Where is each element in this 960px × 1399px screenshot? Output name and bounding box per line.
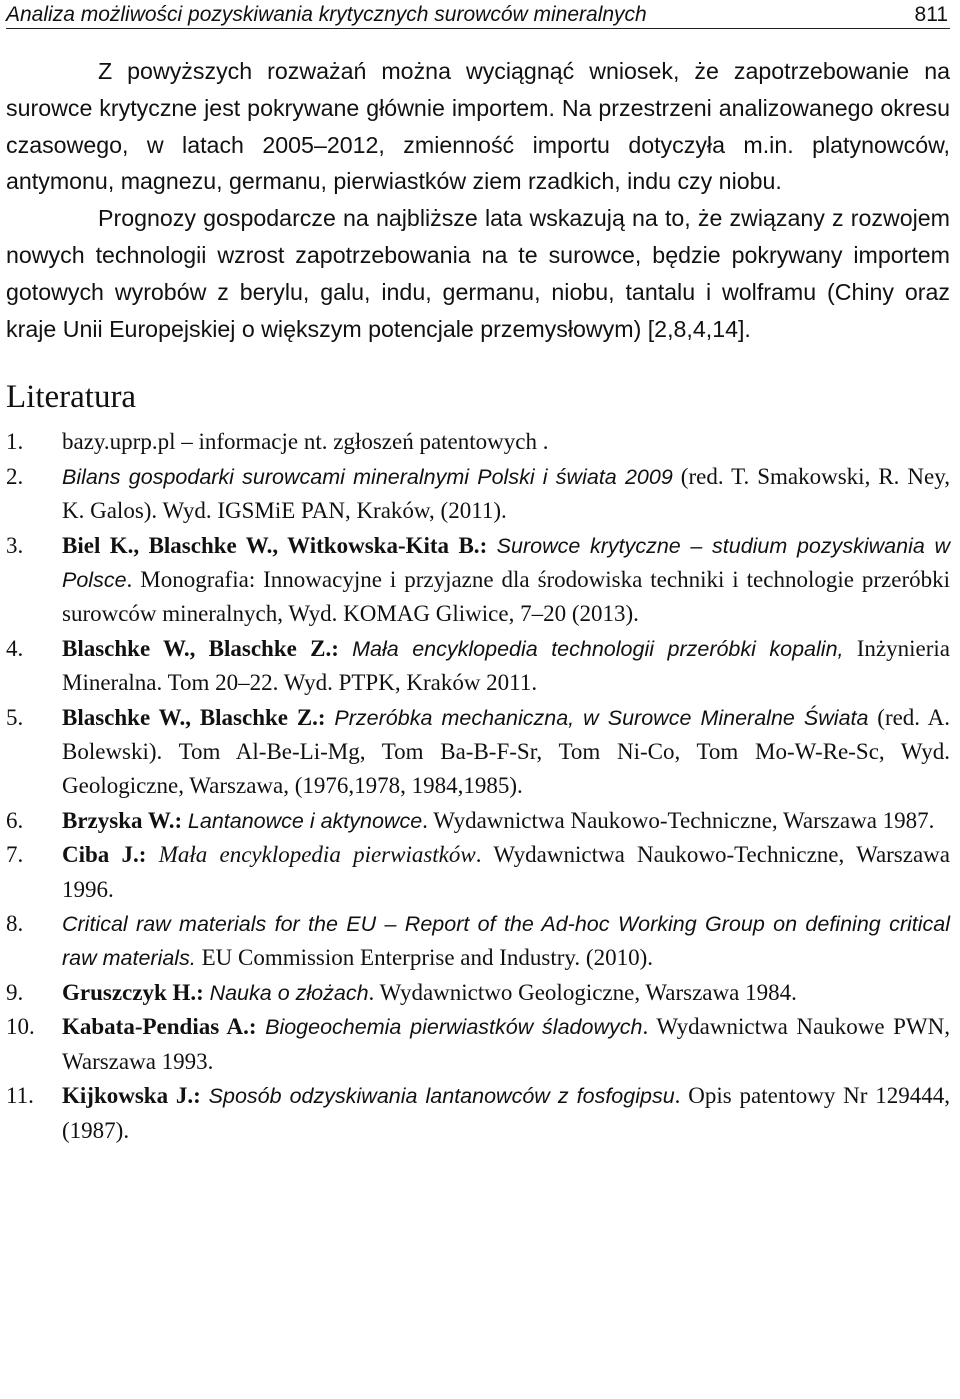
reference-text [62,1010,950,1079]
reference-details: . Wydawnictwa Naukowo-Techniczne, Warszawa 1996. [62,842,950,902]
reference-number: 9. [6,979,24,1005]
reference-number: 6. [6,807,24,833]
reference-text [62,804,950,838]
reference-title: Nauka o złożach [209,980,369,1005]
reference-text [62,1079,950,1148]
reference-number: 7. [6,842,24,868]
reference-details: (red. T. Smakowski, R. Ney, K. Galos). Wyd. IGSMiE PAN, Kraków, (2011). [62,463,950,524]
reference-list [6,425,950,1148]
reference-separator: : [196,979,210,1005]
reference-text [62,460,950,529]
reference-title: Lantanowce i aktynowce [187,808,423,833]
reference-text [62,529,950,632]
reference-item [6,529,950,632]
reference-authors: Ciba J. [62,842,139,868]
reference-authors: Kabata-Pendias A. [62,1014,249,1040]
reference-separator: : [317,704,335,730]
reference-authors: Kijkowska J. [62,1083,194,1109]
reference-title: Bilans gospodarki surowcami mineralnymi Polski i świata 2009 [62,464,673,489]
reference-separator: : [174,807,188,833]
reference-number: 11. [6,1083,34,1109]
reference-authors: Brzyska W. [62,807,175,833]
reference-title: Sposób odzyskiwania lantanowców z fosfogipsu [208,1084,675,1109]
page-number: 811 [914,3,948,26]
reference-separator: : [331,635,353,661]
reference-item [6,804,950,838]
reference-text [62,701,950,804]
reference-title: Biogeochemia pierwiastków śladowych [265,1015,643,1040]
reference-number: 10. [6,1014,35,1040]
reference-separator: : [248,1014,266,1040]
reference-details: bazy.uprp.pl – informacje nt. zgłoszeń patentowych . [62,429,549,455]
reference-details: . Wydawnictwa Naukowo-Techniczne, Warszawa 1987. [422,807,935,833]
reference-details: . Monografia: Innowacyjne i przyjazne dla środowiska techniki i technologie przeróbki surowców mineralnych, Wyd. KOMAG Gliwice, 7–20 (2013). [62,567,950,627]
reference-text [62,838,950,907]
reference-details: Inżynieria Mineralna. Tom 20–22. Wyd. PTPK, Kraków 2011. [62,635,950,696]
reference-item [6,976,950,1010]
reference-title: Surowce krytyczne – studium pozyskiwania w Polsce [62,533,950,592]
reference-authors: Blaschke W., Blaschke Z. [62,704,318,730]
reference-title: Mała encyklopedia technologii przeróbki kopalin, [352,636,844,661]
reference-title: Przeróbka mechaniczna, w Surowce Mineralne Świata [334,705,869,730]
reference-item [6,632,950,701]
reference-details: . Opis patentowy Nr 129444, (1987). [62,1083,950,1143]
paragraph: Z powyższych rozważań można wyciągnąć wniosek, że zapotrzebowanie na surowce krytyczne jest pokrywane głównie importem. Na przestrzeni analizowanego okresu czasowego, w latach 2005–2012, zmienność importu dotyczyła m.in. platynowców, antymonu, magnezu, germanu, pierwiastków ziem rzadkich, indu czy niobu. [6,58,950,195]
reference-separator: : [479,532,497,558]
reference-number: 1. [6,429,24,455]
body-text [6,53,950,347]
reference-details: (red. A. Bolewski). Tom Al-Be-Li-Mg, Tom Ba-B-F-Sr, Tom Ni-Co, Tom Mo-W-Re-Sc, Wyd. Geologiczne, Warszawa, (1976,1978, 1984,1985). [62,704,950,799]
reference-text [62,907,950,976]
reference-authors: Biel K., Blaschke W., Witkowska-Kita B. [62,532,480,558]
reference-number: 8. [6,911,24,937]
reference-text [62,425,950,459]
running-header [6,0,950,29]
reference-item [6,701,950,804]
reference-text [62,632,950,701]
reference-separator: : [193,1083,209,1109]
reference-separator: : [138,842,159,868]
reference-authors: Gruszczyk H. [62,979,197,1005]
running-title: Analiza możliwości pozyskiwania krytycznych surowców mineralnych [6,3,647,26]
reference-title: Mała encyklopedia pierwiastków [158,842,476,868]
reference-number: 3. [6,532,24,558]
reference-item [6,1079,950,1148]
reference-details: . Wydawnictwa Naukowe PWN, Warszawa 1993. [62,1014,950,1074]
paragraph: Prognozy gospodarcze na najbliższe lata wskazują na to, że związany z rozwojem nowych technologii wzrost zapotrzebowania na te surowce, będzie pokrywany importem gotowych wyrobów z berylu, galu, indu, germanu, niobu, tantalu i wolframu (Chiny oraz kraje Unii Europejskiej o większym potencjale przemysłowym) [2,8,4,14]. [6,205,950,342]
reference-text [62,976,950,1010]
reference-details: . Wydawnictwo Geologiczne, Warszawa 1984. [368,979,797,1005]
reference-item [6,1010,950,1079]
reference-item [6,838,950,907]
reference-number: 2. [6,463,24,489]
reference-details: EU Commission Enterprise and Industry. (2010). [195,945,653,971]
reference-authors: Blaschke W., Blaschke Z. [62,635,332,661]
reference-item [6,907,950,976]
reference-title: Critical raw materials for the EU – Report of the Ad-hoc Working Group on defining critical raw materials. [62,912,950,971]
reference-item [6,460,950,529]
literature-heading: Literatura [6,379,137,416]
reference-item [6,425,950,459]
reference-number: 5. [6,704,24,730]
reference-number: 4. [6,635,24,661]
